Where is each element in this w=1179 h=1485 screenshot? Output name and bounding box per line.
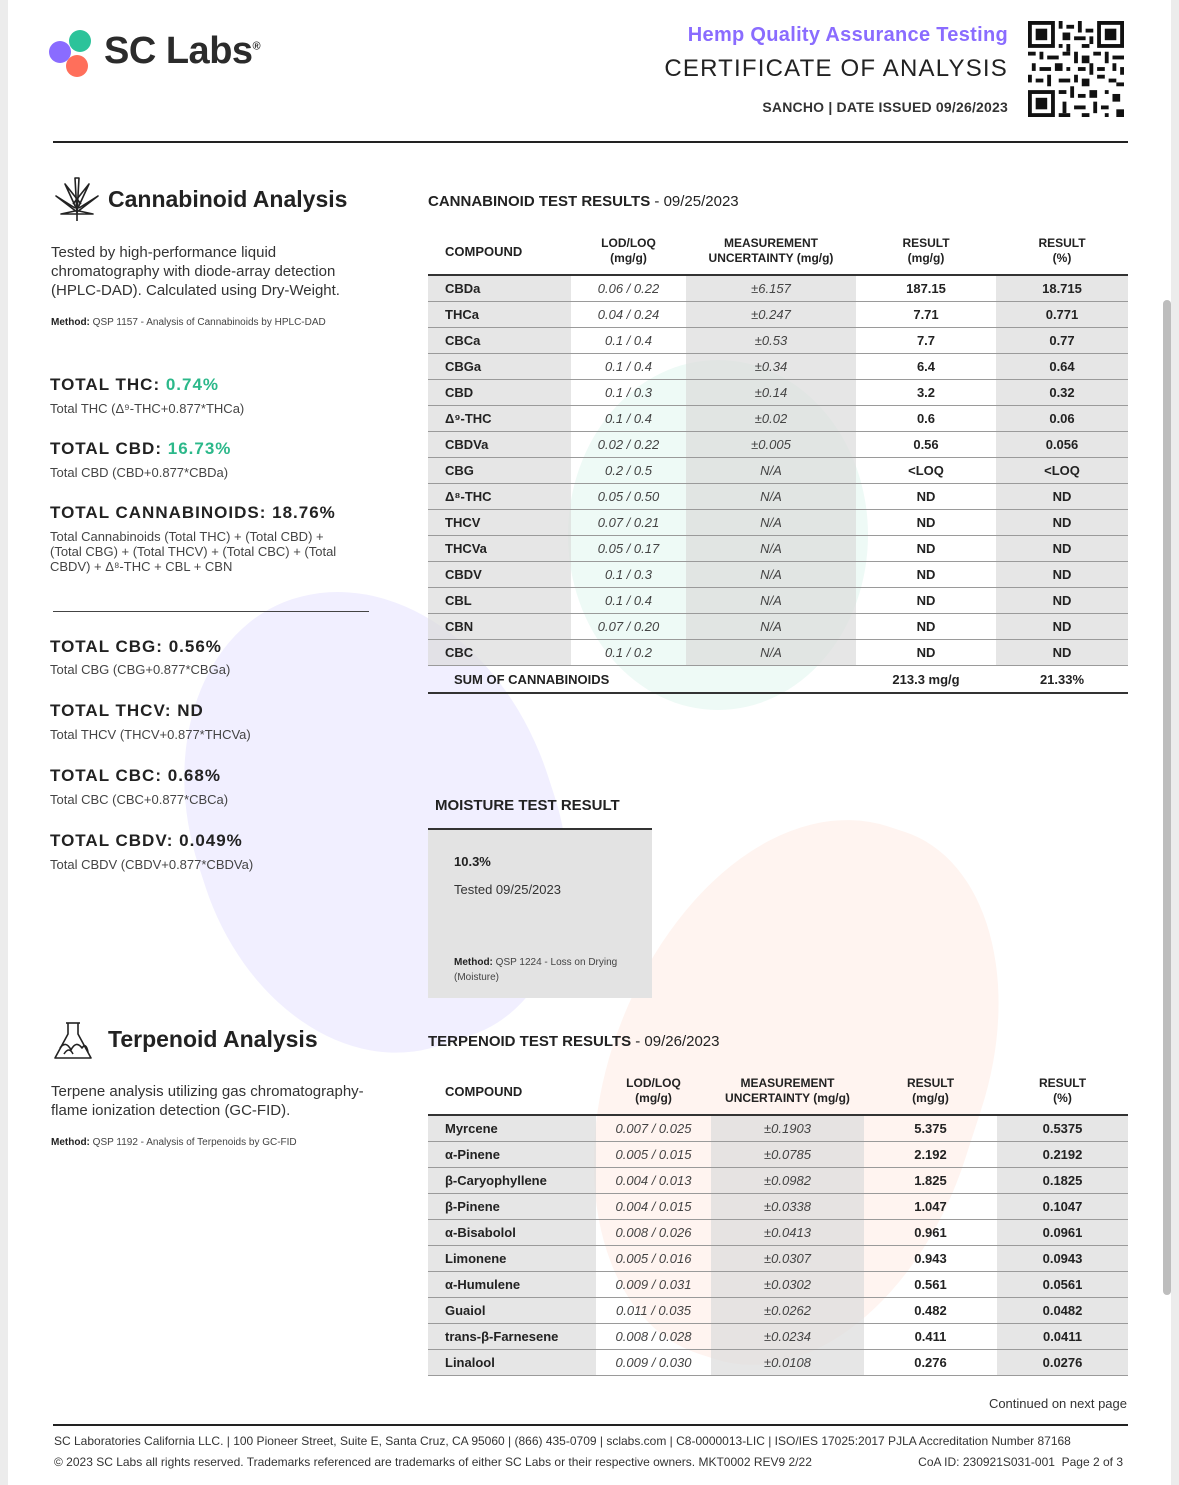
table-row [428,484,1128,510]
sum-label: SUM OF CANNABINOIDS [428,666,856,694]
header-subtitle: Hemp Quality Assurance Testing [687,24,1008,46]
col-result-pct: RESULT (%) [997,1068,1128,1115]
total-thc-formula: Total THC (Δ⁹-THC+0.877*THCa) [50,401,245,416]
table-row [428,302,1128,328]
total-cannabinoids-heading: TOTAL CANNABINOIDS: 18.76% [50,503,336,522]
uncertainty-cell: N/A [686,536,856,562]
result-pct-cell: 0.64 [996,354,1128,380]
uncertainty-cell: ±0.0302 [711,1272,864,1298]
col-result-mg: RESULT (mg/g) [864,1068,997,1115]
moisture-method: Method: QSP 1224 - Loss on Drying (Moisture) [454,957,618,983]
terpenoid-description: Terpene analysis utilizing gas chromatography-flame ionization detection (GC-FID). [51,1083,364,1119]
uncertainty-cell: N/A [686,588,856,614]
cannabis-leaf-icon [53,174,101,222]
lod-loq-cell: 0.1 / 0.3 [571,380,686,406]
table-row [428,1272,1128,1298]
lod-loq-cell: 0.007 / 0.025 [596,1115,711,1142]
uncertainty-cell: ±0.53 [686,328,856,354]
total-cannabinoids-formula: Total Cannabinoids (Total THC) + (Total CBD) + (Total CBG) + (Total THCV) + (Total CBC) + (Total CBDV) + Δ⁸-THC + CBL + CBN [50,529,337,574]
cannabinoid-description: Tested by high-performance liquid chromatography with diode-array detection (HPLC-DAD). Calculated using Dry-Weight. [51,244,340,299]
sum-row [428,666,1128,694]
footer-copyright: © 2023 SC Labs all rights reserved. Trademarks referenced are trademarks of either SC Labs or their respective owners. MKT0002 REV9 2/22 [54,1455,812,1469]
lod-loq-cell: 0.02 / 0.22 [571,432,686,458]
compound-cell: Limonene [428,1246,596,1272]
result-mg-cell: 187.15 [856,275,996,302]
compound-cell: Guaiol [428,1298,596,1324]
table-row [428,354,1128,380]
uncertainty-cell: ±0.34 [686,354,856,380]
compound-cell: α-Humulene [428,1272,596,1298]
total-thcv-formula: Total THCV (THCV+0.877*THCVa) [50,727,251,742]
result-pct-cell: 0.0411 [997,1324,1128,1350]
total-thcv-heading: TOTAL THCV: ND [50,701,204,720]
result-mg-cell: 3.2 [856,380,996,406]
total-cbg-heading: TOTAL CBG: 0.56% [50,637,222,656]
lod-loq-cell: 0.06 / 0.22 [571,275,686,302]
footer-coa-id: CoA ID: 230921S031-001 Page 2 of 3 [918,1455,1123,1469]
sc-labs-logo-icon [46,28,102,80]
moisture-title: MOISTURE TEST RESULT [435,797,620,814]
result-pct-cell: ND [996,588,1128,614]
table-row [428,510,1128,536]
table-row [428,1115,1128,1142]
result-pct-cell: ND [996,510,1128,536]
footer-address: SC Laboratories California LLC. | 100 Pioneer Street, Suite E, Santa Cruz, CA 95060 | (866) 435-0709 | sclabs.com | C8-0000013-LIC | ISO/IES 17025:2017 PJLA Accreditation Number 87168 [54,1434,1071,1448]
total-cbg-formula: Total CBG (CBG+0.877*CBGa) [50,662,231,677]
result-pct-cell: 0.0961 [997,1220,1128,1246]
result-pct-cell: 0.77 [996,328,1128,354]
result-mg-cell: 0.276 [864,1350,997,1376]
lod-loq-cell: 0.009 / 0.030 [596,1350,711,1376]
table-row [428,562,1128,588]
totals-divider [53,611,369,612]
table-row [428,614,1128,640]
issue-info: SANCHO | DATE ISSUED 09/26/2023 [762,99,1008,115]
result-pct-cell: 0.32 [996,380,1128,406]
result-pct-cell: 0.5375 [997,1115,1128,1142]
moisture-result-box [428,828,652,998]
terpenoid-results-table [428,1068,1128,1376]
result-mg-cell: ND [856,484,996,510]
uncertainty-cell: ±0.0234 [711,1324,864,1350]
uncertainty-cell: N/A [686,562,856,588]
moisture-tested-date: Tested 09/25/2023 [454,882,561,897]
result-mg-cell: ND [856,640,996,666]
lod-loq-cell: 0.07 / 0.21 [571,510,686,536]
qr-code-icon[interactable] [1028,20,1124,118]
table-row [428,380,1128,406]
col-compound: COMPOUND [428,228,571,275]
col-uncertainty: MEASUREMENT UNCERTAINTY (mg/g) [686,228,856,275]
table-row [428,458,1128,484]
uncertainty-cell: ±0.005 [686,432,856,458]
compound-cell: Linalool [428,1350,596,1376]
compound-cell: CBL [428,588,571,614]
result-pct-cell: ND [996,562,1128,588]
total-cbdv-heading: TOTAL CBDV: 0.049% [50,831,243,850]
result-pct-cell: 0.1825 [997,1168,1128,1194]
lod-loq-cell: 0.009 / 0.031 [596,1272,711,1298]
table-row [428,275,1128,302]
date-issued: DATE ISSUED 09/26/2023 [836,99,1008,115]
result-mg-cell: 1.047 [864,1194,997,1220]
result-mg-cell: ND [856,562,996,588]
result-mg-cell: 2.192 [864,1142,997,1168]
table-row [428,1168,1128,1194]
cannabinoid-table-title: CANNABINOID TEST RESULTS - 09/25/2023 [428,193,739,210]
result-pct-cell: ND [996,536,1128,562]
client-name: SANCHO [762,99,825,115]
result-mg-cell: <LOQ [856,458,996,484]
result-mg-cell: 0.6 [856,406,996,432]
compound-cell: CBDa [428,275,571,302]
col-result-pct: RESULT (%) [996,228,1128,275]
cannabinoid-section-title: Cannabinoid Analysis [108,186,348,212]
result-mg-cell: ND [856,510,996,536]
result-pct-cell: 0.771 [996,302,1128,328]
terpenoid-section-title: Terpenoid Analysis [108,1026,318,1052]
table-row [428,536,1128,562]
result-pct-cell: <LOQ [996,458,1128,484]
lod-loq-cell: 0.05 / 0.17 [571,536,686,562]
continued-note: Continued on next page [988,1396,1127,1411]
result-mg-cell: ND [856,536,996,562]
compound-cell: CBDVa [428,432,571,458]
uncertainty-cell: ±0.0982 [711,1168,864,1194]
col-lod-loq: LOD/LOQ (mg/g) [596,1068,711,1115]
compound-cell: CBDV [428,562,571,588]
uncertainty-cell: ±0.02 [686,406,856,432]
lod-loq-cell: 0.1 / 0.4 [571,328,686,354]
table-row [428,1246,1128,1272]
table-row [428,432,1128,458]
page-number: Page 2 of 3 [1061,1455,1123,1469]
header-divider [53,141,1128,143]
result-mg-cell: 0.561 [864,1272,997,1298]
col-compound: COMPOUND [428,1068,596,1115]
table-row [428,406,1128,432]
moisture-value: 10.3% [454,854,491,869]
compound-cell: CBD [428,380,571,406]
result-pct-cell: 0.0943 [997,1246,1128,1272]
lod-loq-cell: 0.004 / 0.013 [596,1168,711,1194]
lod-loq-cell: 0.1 / 0.4 [571,588,686,614]
compound-cell: Δ⁹-THC [428,406,571,432]
scrollbar[interactable] [1163,300,1171,1295]
compound-cell: THCVa [428,536,571,562]
compound-cell: CBGa [428,354,571,380]
lod-loq-cell: 0.008 / 0.028 [596,1324,711,1350]
lod-loq-cell: 0.1 / 0.2 [571,640,686,666]
logo-wordmark: SC Labs® [104,30,261,72]
total-cbdv-formula: Total CBDV (CBDV+0.877*CBDVa) [50,857,254,872]
table-row [428,588,1128,614]
uncertainty-cell: ±0.1903 [711,1115,864,1142]
lod-loq-cell: 0.1 / 0.3 [571,562,686,588]
lod-loq-cell: 0.005 / 0.015 [596,1142,711,1168]
total-cbc-heading: TOTAL CBC: 0.68% [50,766,221,785]
result-mg-cell: 0.943 [864,1246,997,1272]
sum-pct: 21.33% [996,666,1128,694]
flask-leaves-icon [52,1020,94,1062]
lod-loq-cell: 0.1 / 0.4 [571,406,686,432]
compound-cell: THCV [428,510,571,536]
lod-loq-cell: 0.2 / 0.5 [571,458,686,484]
result-pct-cell: ND [996,484,1128,510]
result-pct-cell: 0.056 [996,432,1128,458]
page-title: CERTIFICATE OF ANALYSIS [664,55,1008,82]
compound-cell: α-Bisabolol [428,1220,596,1246]
total-cbd-formula: Total CBD (CBD+0.877*CBDa) [50,465,229,480]
result-mg-cell: ND [856,588,996,614]
result-mg-cell: 5.375 [864,1115,997,1142]
coa-page [8,0,1171,1485]
result-mg-cell: 0.56 [856,432,996,458]
uncertainty-cell: N/A [686,510,856,536]
table-row [428,1350,1128,1376]
table-row [428,328,1128,354]
uncertainty-cell: ±0.0262 [711,1298,864,1324]
result-pct-cell: 0.0276 [997,1350,1128,1376]
result-pct-cell: ND [996,640,1128,666]
total-cbd-heading: TOTAL CBD: 16.73% [50,439,232,458]
lod-loq-cell: 0.05 / 0.50 [571,484,686,510]
compound-cell: α-Pinene [428,1142,596,1168]
compound-cell: β-Caryophyllene [428,1168,596,1194]
col-lod-loq: LOD/LOQ (mg/g) [571,228,686,275]
lod-loq-cell: 0.008 / 0.026 [596,1220,711,1246]
lod-loq-cell: 0.07 / 0.20 [571,614,686,640]
table-row [428,640,1128,666]
result-pct-cell: 18.715 [996,275,1128,302]
result-pct-cell: 0.0482 [997,1298,1128,1324]
terpenoid-method: Method: QSP 1192 - Analysis of Terpenoids by GC-FID [51,1137,297,1148]
uncertainty-cell: ±0.14 [686,380,856,406]
compound-cell: CBCa [428,328,571,354]
result-pct-cell: 0.2192 [997,1142,1128,1168]
terpenoid-table-title: TERPENOID TEST RESULTS - 09/26/2023 [428,1033,720,1050]
table-row [428,1324,1128,1350]
table-row [428,1142,1128,1168]
uncertainty-cell: ±0.247 [686,302,856,328]
compound-cell: CBN [428,614,571,640]
col-uncertainty: MEASUREMENT UNCERTAINTY (mg/g) [711,1068,864,1115]
compound-cell: β-Pinene [428,1194,596,1220]
cannabinoid-method: Method: QSP 1157 - Analysis of Cannabinoids by HPLC-DAD [51,317,326,328]
compound-cell: THCa [428,302,571,328]
uncertainty-cell: N/A [686,484,856,510]
uncertainty-cell: ±0.0413 [711,1220,864,1246]
result-pct-cell: ND [996,614,1128,640]
total-thc-heading: TOTAL THC: 0.74% [50,375,220,394]
uncertainty-cell: ±0.0785 [711,1142,864,1168]
result-pct-cell: 0.0561 [997,1272,1128,1298]
result-pct-cell: 0.06 [996,406,1128,432]
lod-loq-cell: 0.005 / 0.016 [596,1246,711,1272]
result-mg-cell: 0.961 [864,1220,997,1246]
compound-cell: Δ⁸-THC [428,484,571,510]
uncertainty-cell: ±0.0307 [711,1246,864,1272]
result-mg-cell: 7.71 [856,302,996,328]
uncertainty-cell: ±0.0108 [711,1350,864,1376]
table-row [428,1194,1128,1220]
cannabinoid-results-table [428,228,1128,694]
compound-cell: CBG [428,458,571,484]
table-row [428,1220,1128,1246]
lod-loq-cell: 0.04 / 0.24 [571,302,686,328]
result-mg-cell: 7.7 [856,328,996,354]
sum-mg: 213.3 mg/g [856,666,996,694]
compound-cell: trans-β-Farnesene [428,1324,596,1350]
lod-loq-cell: 0.011 / 0.035 [596,1298,711,1324]
result-mg-cell: 1.825 [864,1168,997,1194]
col-result-mg: RESULT (mg/g) [856,228,996,275]
uncertainty-cell: ±0.0338 [711,1194,864,1220]
result-mg-cell: 0.482 [864,1298,997,1324]
uncertainty-cell: ±6.157 [686,275,856,302]
result-mg-cell: 6.4 [856,354,996,380]
total-cbc-formula: Total CBC (CBC+0.877*CBCa) [50,792,229,807]
lod-loq-cell: 0.004 / 0.015 [596,1194,711,1220]
lod-loq-cell: 0.1 / 0.4 [571,354,686,380]
compound-cell: CBC [428,640,571,666]
footer-divider [53,1424,1128,1426]
result-pct-cell: 0.1047 [997,1194,1128,1220]
uncertainty-cell: N/A [686,640,856,666]
uncertainty-cell: N/A [686,458,856,484]
compound-cell: Myrcene [428,1115,596,1142]
uncertainty-cell: N/A [686,614,856,640]
table-row [428,1298,1128,1324]
result-mg-cell: 0.411 [864,1324,997,1350]
result-mg-cell: ND [856,614,996,640]
